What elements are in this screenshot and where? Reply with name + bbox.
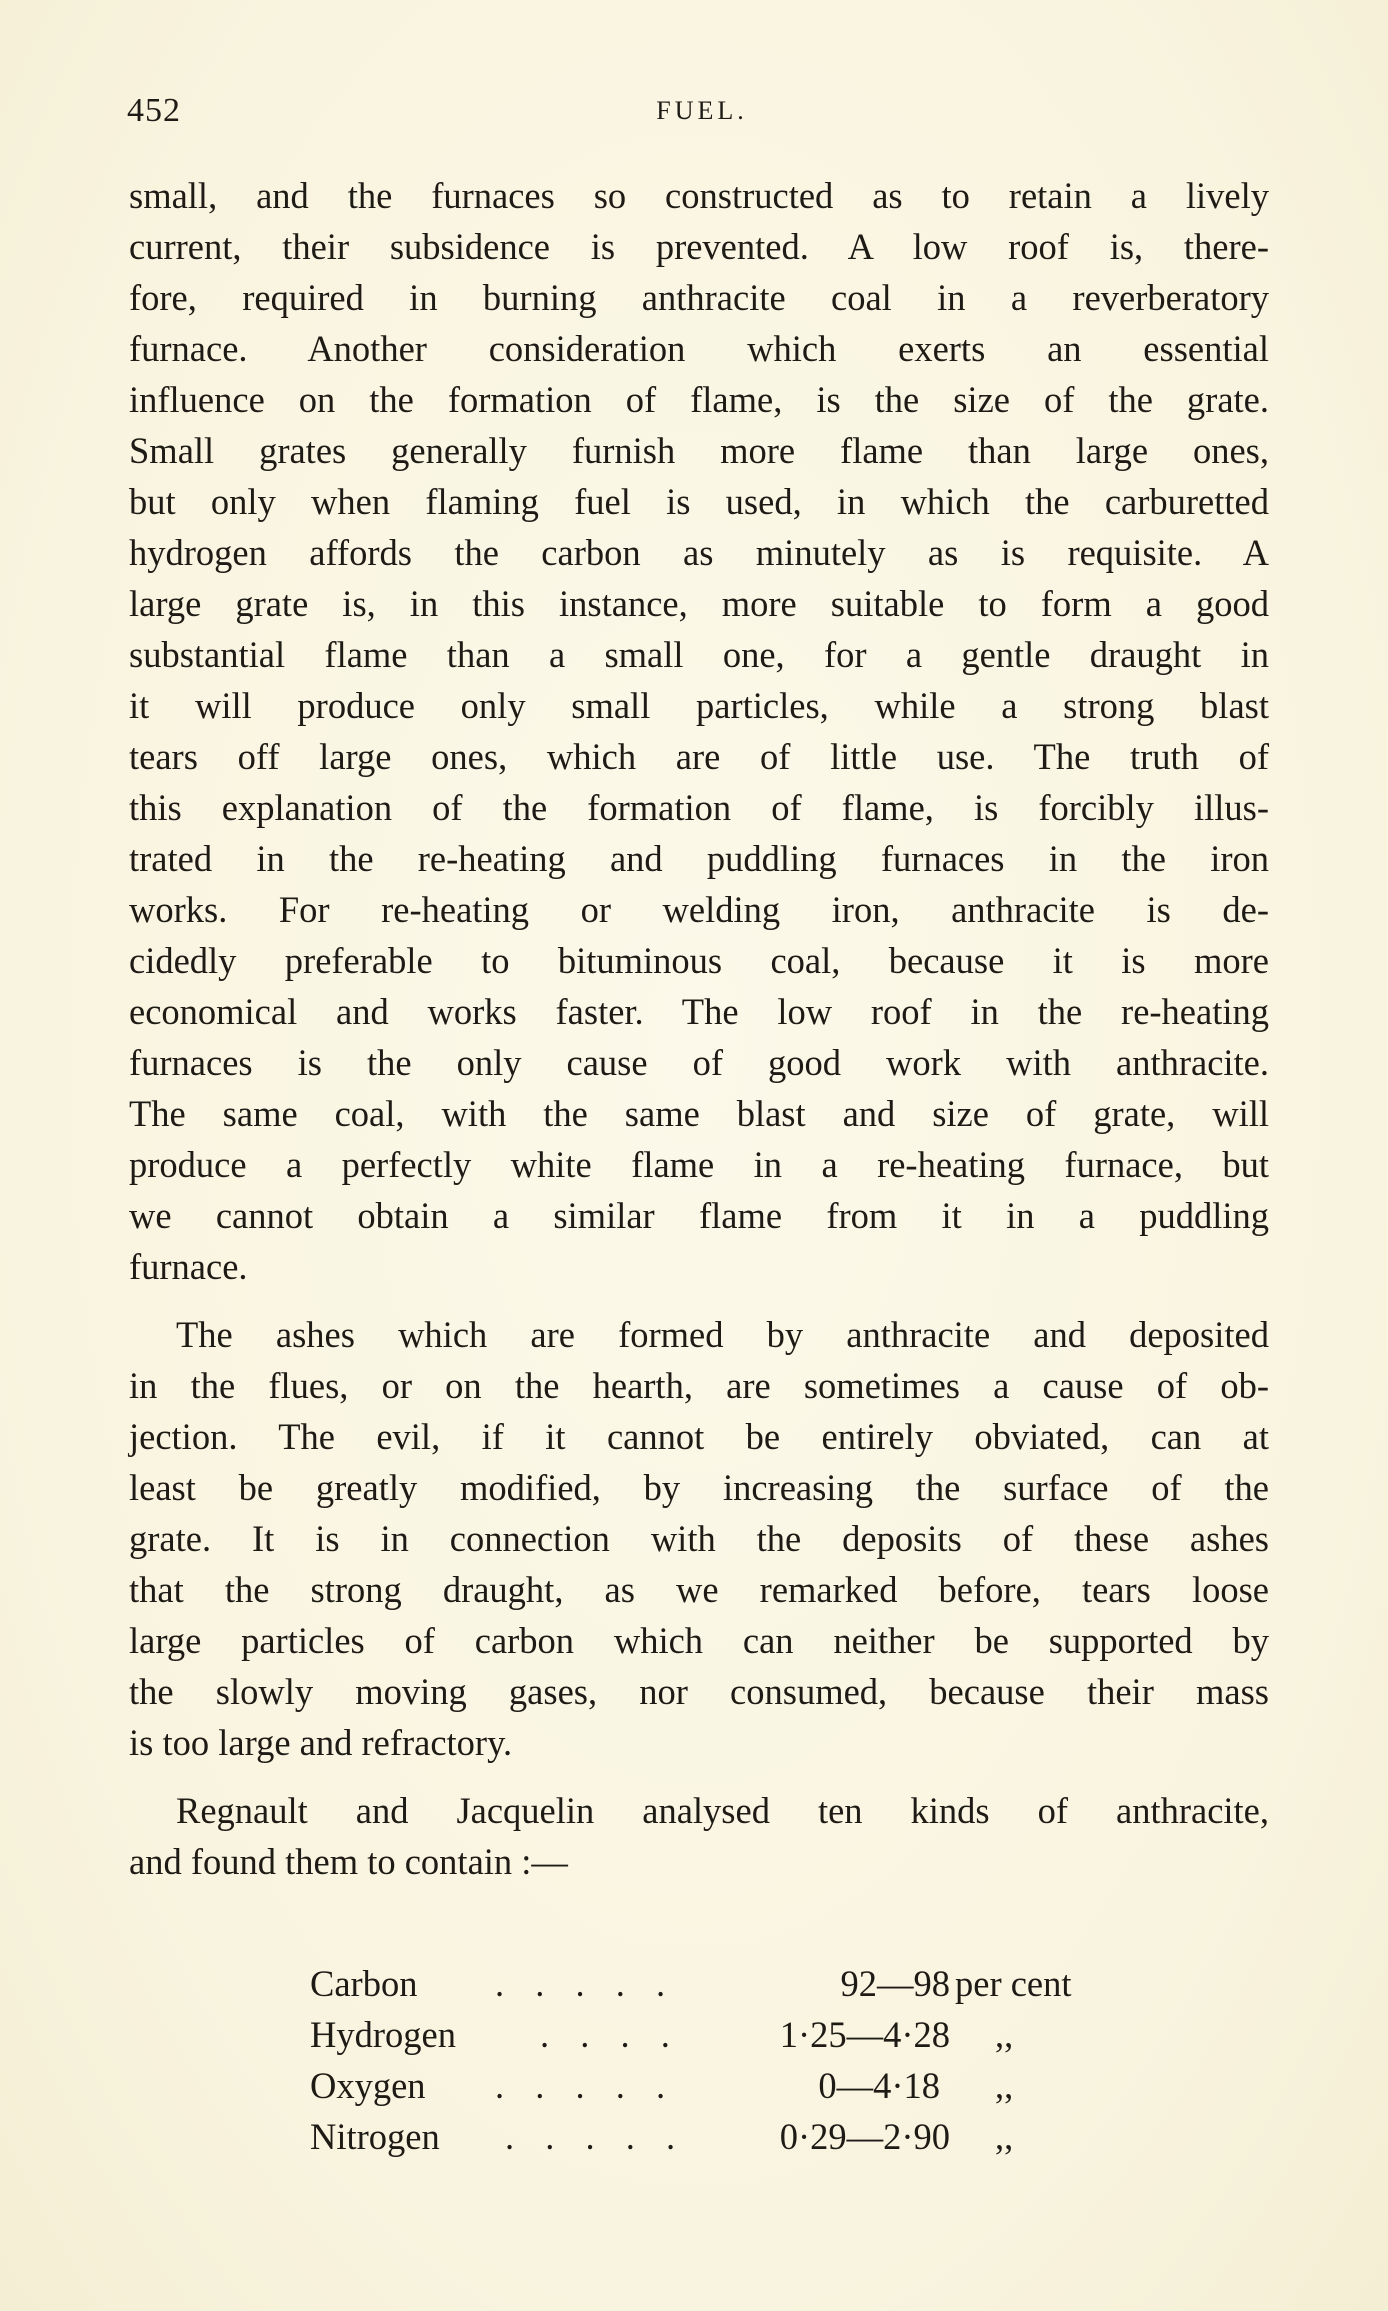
element-name: Oxygen [310, 2065, 426, 2106]
text-line: The same coal, with the same blast and size of grate, will [129, 1093, 1269, 1134]
text-line: fore, required in burning anthracite coal in a reverberatory [129, 277, 1269, 318]
percentage-range: 92—98 [840, 1963, 950, 2004]
text-line: grate. It is in connection with the deposits of these ashes [129, 1518, 1269, 1559]
text-line: influence on the formation of flame, is the size of the grate. [129, 379, 1269, 420]
text-line: we cannot obtain a similar flame from it in a puddling [129, 1195, 1269, 1236]
text-line: current, their subsidence is prevented. A low roof is, there- [129, 226, 1269, 267]
element-name: Hydrogen [310, 2014, 456, 2055]
leader-dots: . . . . . [505, 2116, 687, 2157]
percentage-range: 1·25—4·28 [779, 2014, 950, 2055]
text-line: trated in the re-heating and puddling furnaces in the iron [129, 838, 1269, 879]
text-line: tears off large ones, which are of little use. The truth of [129, 736, 1269, 777]
body-text [129, 170, 1269, 1887]
text-line: large particles of carbon which can neither be supported by [129, 1620, 1269, 1661]
unit: per cent [955, 1963, 1072, 2004]
text-line: that the strong draught, as we remarked before, tears loose [129, 1569, 1269, 1610]
text-line: but only when flaming fuel is used, in which the carburetted [129, 481, 1269, 522]
percentage-range: 0—4·18 [818, 2065, 940, 2106]
unit: ,, [995, 2116, 1014, 2157]
leader-dots: . . . . . [495, 1963, 677, 2004]
text-line: cidedly preferable to bituminous coal, because it is more [129, 940, 1269, 981]
text-line: this explanation of the formation of flame, is forcibly illus- [129, 787, 1269, 828]
text-line: least be greatly modified, by increasing the surface of the [129, 1467, 1269, 1508]
text-line: furnaces is the only cause of good work with anthracite. [129, 1042, 1269, 1083]
text-line: and found them to contain :— [129, 1841, 568, 1882]
unit: ,, [995, 2065, 1014, 2106]
text-line: small, and the furnaces so constructed as to retain a lively [129, 175, 1269, 216]
leader-dots: . . . . . [495, 2065, 677, 2106]
text-line: Small grates generally furnish more flame than large ones, [129, 430, 1269, 471]
paragraph-1 [129, 170, 1269, 1292]
paragraph-2 [129, 1309, 1269, 1768]
text-line: produce a perfectly white flame in a re-heating furnace, but [129, 1144, 1269, 1185]
paragraph-gap [129, 1768, 1269, 1785]
paragraph-3 [129, 1785, 1269, 1887]
text-line: it will produce only small particles, while a strong blast [129, 685, 1269, 726]
text-line: hydrogen affords the carbon as minutely as is requisite. A [129, 532, 1269, 573]
page-number: 452 [127, 92, 181, 129]
page-header [127, 92, 1277, 132]
text-line: Regnault and Jacquelin analysed ten kinds of anthracite, [176, 1790, 1269, 1831]
paragraph-gap [129, 1292, 1269, 1309]
text-line: furnace. Another consideration which exerts an essential [129, 328, 1269, 369]
text-line: The ashes which are formed by anthracite and deposited [176, 1314, 1269, 1355]
text-line: jection. The evil, if it cannot be entirely obviated, can at [129, 1416, 1269, 1457]
text-line: in the flues, or on the hearth, are sometimes a cause of ob- [129, 1365, 1269, 1406]
element-name: Nitrogen [310, 2116, 440, 2157]
text-line: works. For re-heating or welding iron, anthracite is de- [129, 889, 1269, 930]
text-line: is too large and refractory. [129, 1722, 513, 1763]
running-title: FUEL. [656, 96, 748, 125]
element-name: Carbon [310, 1963, 418, 2004]
unit: ,, [995, 2014, 1014, 2055]
text-line: economical and works faster. The low roof in the re-heating [129, 991, 1269, 1032]
leader-dots: . . . . [540, 2014, 681, 2055]
percentage-range: 0·29—2·90 [779, 2116, 950, 2157]
text-line: furnace. [129, 1246, 248, 1287]
text-line: the slowly moving gases, nor consumed, because their mass [129, 1671, 1269, 1712]
text-line: large grate is, in this instance, more suitable to form a good [129, 583, 1269, 624]
text-line: substantial flame than a small one, for a gentle draught in [129, 634, 1269, 675]
